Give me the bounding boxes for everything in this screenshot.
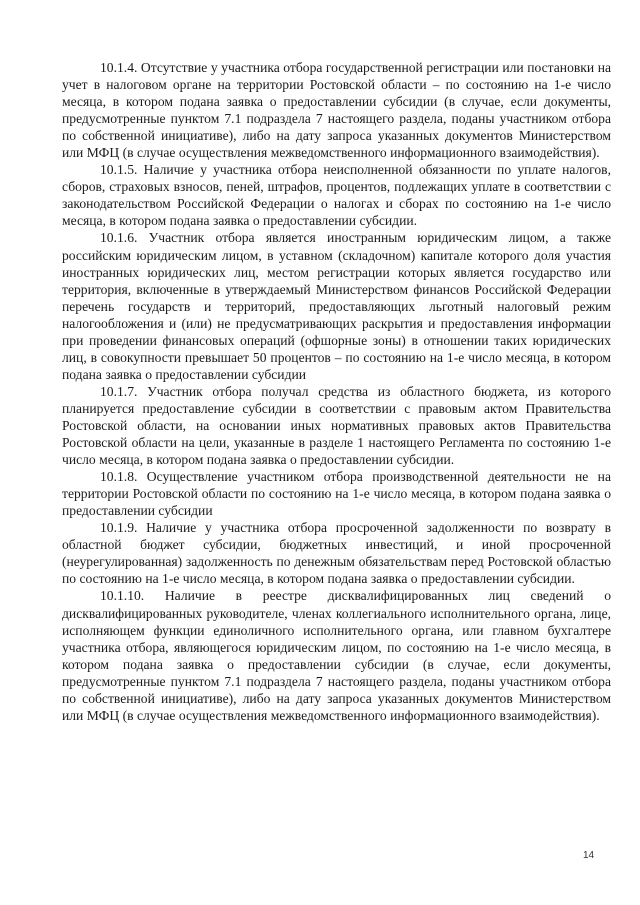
paragraph-10-1-8: 10.1.8. Осуществление участником отбора производственной деятельности не на территории Ростовской области по состоянию на 1-е число месяца, в котором подана заявка о предоставлении субсидии xyxy=(62,469,611,519)
paragraph-10-1-7: 10.1.7. Участник отбора получал средства из областного бюджета, из которого планируется предоставление субсидии в соответствии с правовым актом Правительства Ростовской области, на основании иных нормативных правовых актов Правительства Ростовской области на цели, указанные в разделе 1 настоящего Регламента по состоянию 1-е число месяца, в котором подана заявка о предоставлении субсидии. xyxy=(62,383,611,468)
paragraph-10-1-4: 10.1.4. Отсутствие у участника отбора государственной регистрации или постановки на учет в налоговом органе на территории Ростовской области – по состоянию на 1-е число месяца, в котором подана заявка о предоставлении субсидии (в случае, если документы, предусмотренные пунктом 7.1 подраздела 7 настоящего раздела, поданы участником отбора по собственной инициативе), либо на дату запроса указанных документов Министерством или МФЦ (в случае осуществления межведомственного информационного взаимодействия). xyxy=(62,60,611,161)
paragraph-10-1-6: 10.1.6. Участник отбора является иностранным юридическим лицом, а также российским юридическим лицом, в уставном (складочном) капитале которого доля участия иностранных юридических лиц, местом регистрации которых является государство или территория, включенные в утверждаемый Министерством финансов Российской Федерации перечень государств и территорий, предоставляющих льготный налоговый режим налогообложения и (или) не предусматривающих раскрытия и предоставления информации при проведении финансовых операций (офшорные зоны) в отношении таких юридических лиц, в совокупности превышает 50 процентов – по состоянию на 1-е число месяца, в котором подана заявка о предоставлении субсидии xyxy=(62,230,611,382)
paragraph-10-1-5: 10.1.5. Наличие у участника отбора неисполненной обязанности по уплате налогов, сборов, страховых взносов, пеней, штрафов, процентов, подлежащих уплате в соответствии с законодательством Российской Федерации о налогах и сборах по состоянию на 1-е число месяца, в котором подана заявка о предоставлении субсидии. xyxy=(62,162,611,229)
paragraph-10-1-9: 10.1.9. Наличие у участника отбора просроченной задолженности по возврату в областной бюджет субсидии, бюджетных инвестиций, и иной просроченной (неурегулированная) задолженность по денежным обязательствам перед Ростовской областью по состоянию на 1-е число месяца, в котором подана заявка о предоставлении субсидии. xyxy=(62,520,611,587)
document-body xyxy=(62,59,611,724)
page-number: 14 xyxy=(583,850,595,861)
paragraph-10-1-10: 10.1.10. Наличие в реестре дисквалифицированных лиц сведений о дисквалифицированных руководителе, членах коллегиального исполнительного органа, лице, исполняющем функции единоличного исполнительного органа, или главном бухгалтере участника отбора, являющегося юридическим лицом, по состоянию на 1-е число месяца, в котором подана заявка о предоставлении субсидии (в случае, если документы, предусмотренные пунктом 7.1 подраздела 7 настоящего раздела, поданы участником отбора по собственной инициативе), либо на дату запроса указанных документов Министерством или МФЦ (в случае осуществления межведомственного информационного взаимодействия). xyxy=(62,588,611,723)
